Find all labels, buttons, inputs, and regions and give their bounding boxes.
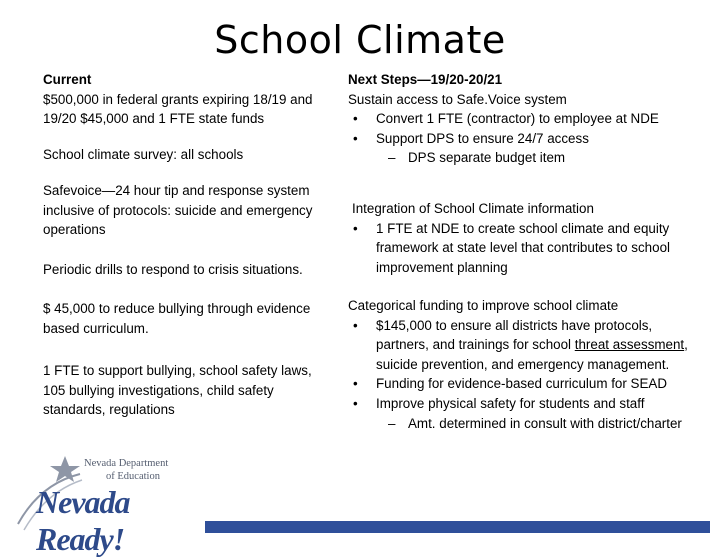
next-steps-section — [348, 70, 703, 168]
list-item: • Funding for evidence-based curriculum for SEAD — [353, 376, 668, 392]
safevoice-text: Safevoice—24 hour tip and response system inclusive of protocols: suicide and emergency operations — [43, 183, 313, 238]
current-label: Current — [43, 72, 92, 87]
current-text: $500,000 in federal grants expiring 18/19 and 19/20 $45,000 and 1 FTE state funds — [43, 91, 313, 127]
threat-assessment-link: threat assessment — [574, 337, 685, 353]
list-item: • 1 FTE at NDE to create school climate and equity framework at state level that contributes to school improvement planning — [353, 220, 670, 275]
list-item: • Support DPS to ensure 24/7 access — [353, 130, 589, 146]
slide-title: School Climate — [214, 18, 506, 62]
drills-text: Periodic drills to respond to crisis situations. — [43, 262, 303, 277]
bullying-text: $ 45,000 to reduce bullying through evidence based curriculum. — [43, 301, 311, 336]
list-item: • Convert 1 FTE (contractor) to employee at NDE — [353, 111, 659, 127]
categorical-section — [348, 296, 703, 433]
bottom-bar — [205, 521, 710, 533]
sub-list-item: – Amt. determined in consult with district/charter — [388, 415, 682, 431]
categorical-heading: Categorical funding to improve school climate — [348, 298, 619, 313]
nde-logo — [10, 454, 190, 557]
integration-section — [348, 199, 703, 277]
logo-line2: of Education — [106, 471, 160, 482]
survey-text: School climate survey: all schools — [43, 147, 244, 162]
integration-heading: Integration of School Climate information — [352, 201, 594, 216]
list-item: • $145,000 to ensure all districts have protocols, partners, and trainings for school threat assessment, suicide prevention, and emergency management. — [353, 317, 688, 372]
fte-text: 1 FTE to support bullying, school safety laws, 105 bullying investigations, child safety standards, regulations — [43, 363, 312, 418]
logo-script: Nevada Ready! — [36, 484, 130, 557]
list-item: • Improve physical safety for students and staff — [353, 395, 645, 411]
next-steps-label: Next Steps—19/20-20/21 — [348, 72, 503, 87]
sustain-text: Sustain access to Safe.Voice system — [348, 91, 567, 107]
sub-list-item: – DPS separate budget item — [388, 150, 566, 166]
logo-line1: Nevada Department — [84, 458, 169, 469]
current-section — [43, 70, 328, 129]
